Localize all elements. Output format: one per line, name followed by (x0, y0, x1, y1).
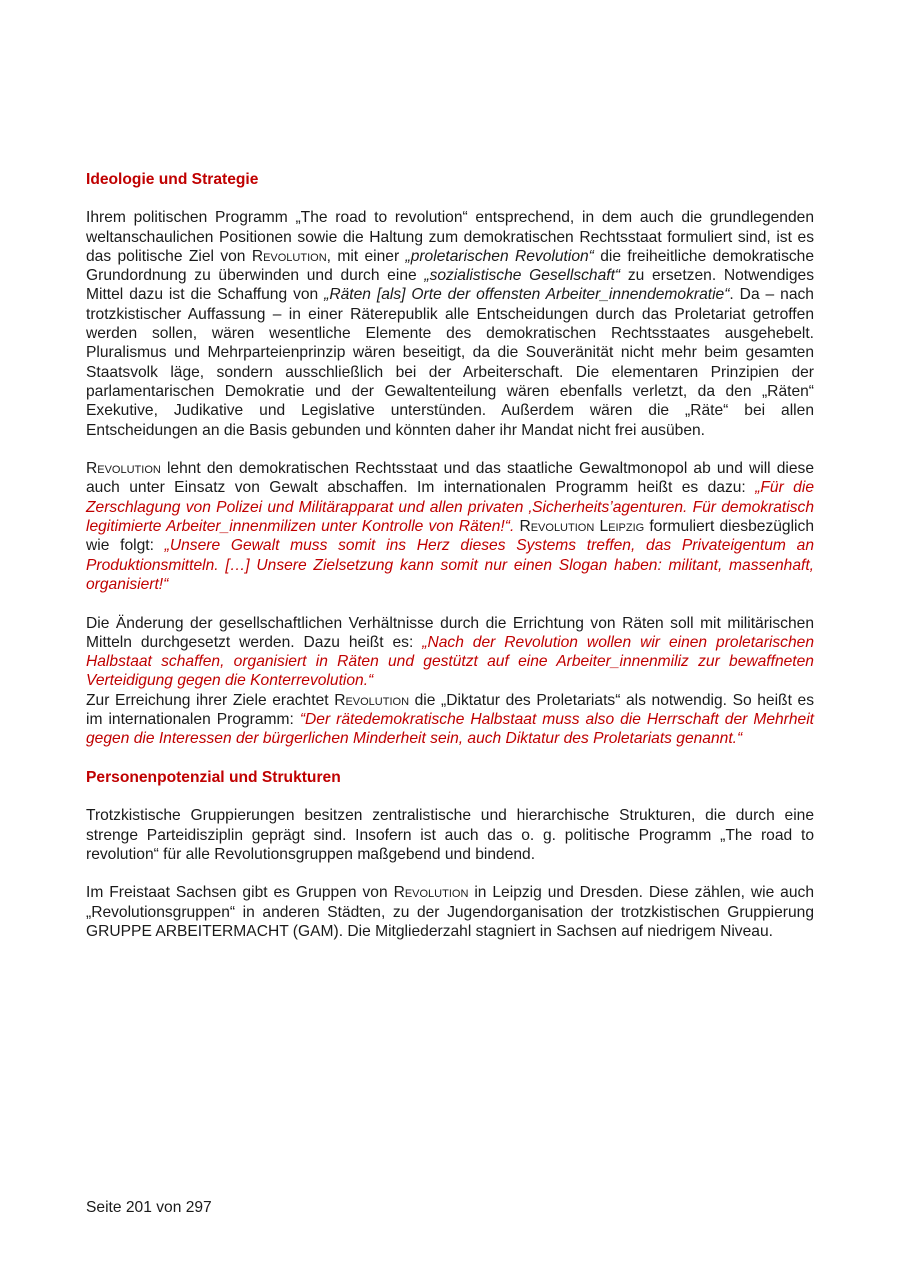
org-name: Revolution Leipzig (519, 518, 645, 536)
heading-personenpotenzial: Personenpotenzial und Strukturen (86, 768, 341, 786)
paragraph-structures: Trotzkistische Gruppierungen besitzen zentralistische und hierarchische Strukturen, die durch eine strenge Parteidisziplin geprägt sind. Insofern ist auch das o. g. politische Programm „The road to revolution“ für alle Revolutionsgruppen maßgebend und bindend. (86, 807, 814, 863)
org-name: Revolution (334, 691, 410, 709)
quote: „Für die Zerschlagung von Polizei und Militärapparat und allen privaten ‚Sicherheits’agenturen. Für demokratisch legitimierte Arbeiter_innenmilizen unter Kontrolle von Räten!“. (86, 479, 814, 536)
page-number: Seite 201 von 297 (86, 1199, 212, 1216)
paragraph-dictatorship: Zur Erreichung ihrer Ziele erachtet Revolution die „Diktatur des Proletariats“ als notwendig. So heißt es im internationalen Programm: “Der rätedemokratische Halbstaat muss also die Herrschaft der Mehrheit gegen die Interessen der bürgerlichen Minderheit sein, auch Diktatur des Proletariats genannt.“ (86, 691, 815, 748)
paragraph-councils: Die Änderung der gesellschaftlichen Verhältnisse durch die Errichtung von Räten soll mit militärischen Mitteln durchgesetzt werden. Dazu heißt es: „Nach der Revolution wollen wir einen proletarischen Halbstaat schaffen, organisiert in Räten und gestützt auf eine Arbeiter_innenmiliz zur bewaffneten Verteidigung gegen die Konterrevolution.“ (86, 614, 815, 690)
org-name: Revolution (86, 460, 161, 478)
quote: „Unsere Gewalt muss somit ins Herz dieses Systems treffen, das Privateigentum an Produktionsmitteln. […] Unsere Zielsetzung kann somit nur einen Slogan haben: militant, massenhaft, organisiert!“ (86, 537, 814, 593)
org-name: Revolution (251, 247, 327, 265)
quote: „Nach der Revolution wollen wir einen proletarischen Halbstaat schaffen, organisiert in Räten und gestützt auf eine Arbeiter_innenmiliz zur bewaffneten Verteidigung gegen die Konterrevolution.“ (86, 633, 815, 690)
paragraph-program: Ihrem politischen Programm „The road to revolution“ entsprechend, in dem auch die grundlegenden weltanschaulichen Positionen sowie die Haltung zum demokratischen Rechtsstaat formuliert sind, ist es das politische Ziel von Revolution, mit einer „proletarischen Revolution“ die freiheitliche demokratische Grundordnung zu überwinden und durch eine „sozialistische Gesellschaft“ zu ersetzen. Notwendiges Mittel dazu ist die Schaffung von „Räten [als] Orte der offensten Arbeiter_innendemokratie“. Da – nach trotzkistischer Auffassung – in einer Räterepublik alle Entscheidungen durch das Proletariat getroffen werden sollen, wären wesentliche Elemente des demokratischen Rechtsstaates ausgehebelt. Pluralismus und Mehrparteienprinzip wären beseitigt, da die Souveränität nicht mehr beim gesamten Staatsvolk läge, sondern ausschließlich bei der Arbeiterschaft. Die elementaren Prinzipien der parlamentarischen Demokratie und der Gewaltenteilung wären ebenfalls verletzt, da den „Räten“ Exekutive, Judikative und Legislative unterstünden. Außerdem wären die „Räte“ bei allen Entscheidungen an die Basis gebunden und könnten daher ihr Mandat nicht frei ausüben. (86, 209, 815, 439)
heading-ideologie: Ideologie und Strategie (86, 171, 259, 188)
paragraph-violence: Revolution lehnt den demokratischen Rechtsstaat und das staatliche Gewaltmonopol ab und will diese auch unter Einsatz von Gewalt abschaffen. Im internationalen Programm heißt es dazu: „Für die Zerschlagung von Polizei und Militärapparat und allen privaten ‚Sicherheits’agenturen. Für demokratisch legitimierte Arbeiter_innenmilizen unter Kontrolle von Räten!“. Revolution Leipzig formuliert diesbezüglich wie folgt: „Unsere Gewalt muss somit ins Herz dieses Systems treffen, das Privateigentum an Produktionsmitteln. […] Unsere Zielsetzung kann somit nur einen Slogan haben: militant, massenhaft, organisiert!“ (86, 460, 814, 593)
page-content (86, 170, 814, 941)
org-name: Revolution (393, 884, 469, 902)
quote: “Der rätedemokratische Halbstaat muss also die Herrschaft der Mehrheit gegen die Interessen der bürgerlichen Minderheit sein, auch Diktatur des Proletariats genannt.“ (86, 711, 815, 748)
paragraph-saxony: Im Freistaat Sachsen gibt es Gruppen von Revolution in Leipzig und Dresden. Diese zählen, wie auch „Revolutionsgruppen“ in anderen Städten, zu der Jugendorganisation der trotzkistischen Gruppierung GRUPPE ARBEITERMACHT (GAM). Die Mitgliederzahl stagniert in Sachsen auf niedrigem Niveau. (86, 884, 814, 940)
